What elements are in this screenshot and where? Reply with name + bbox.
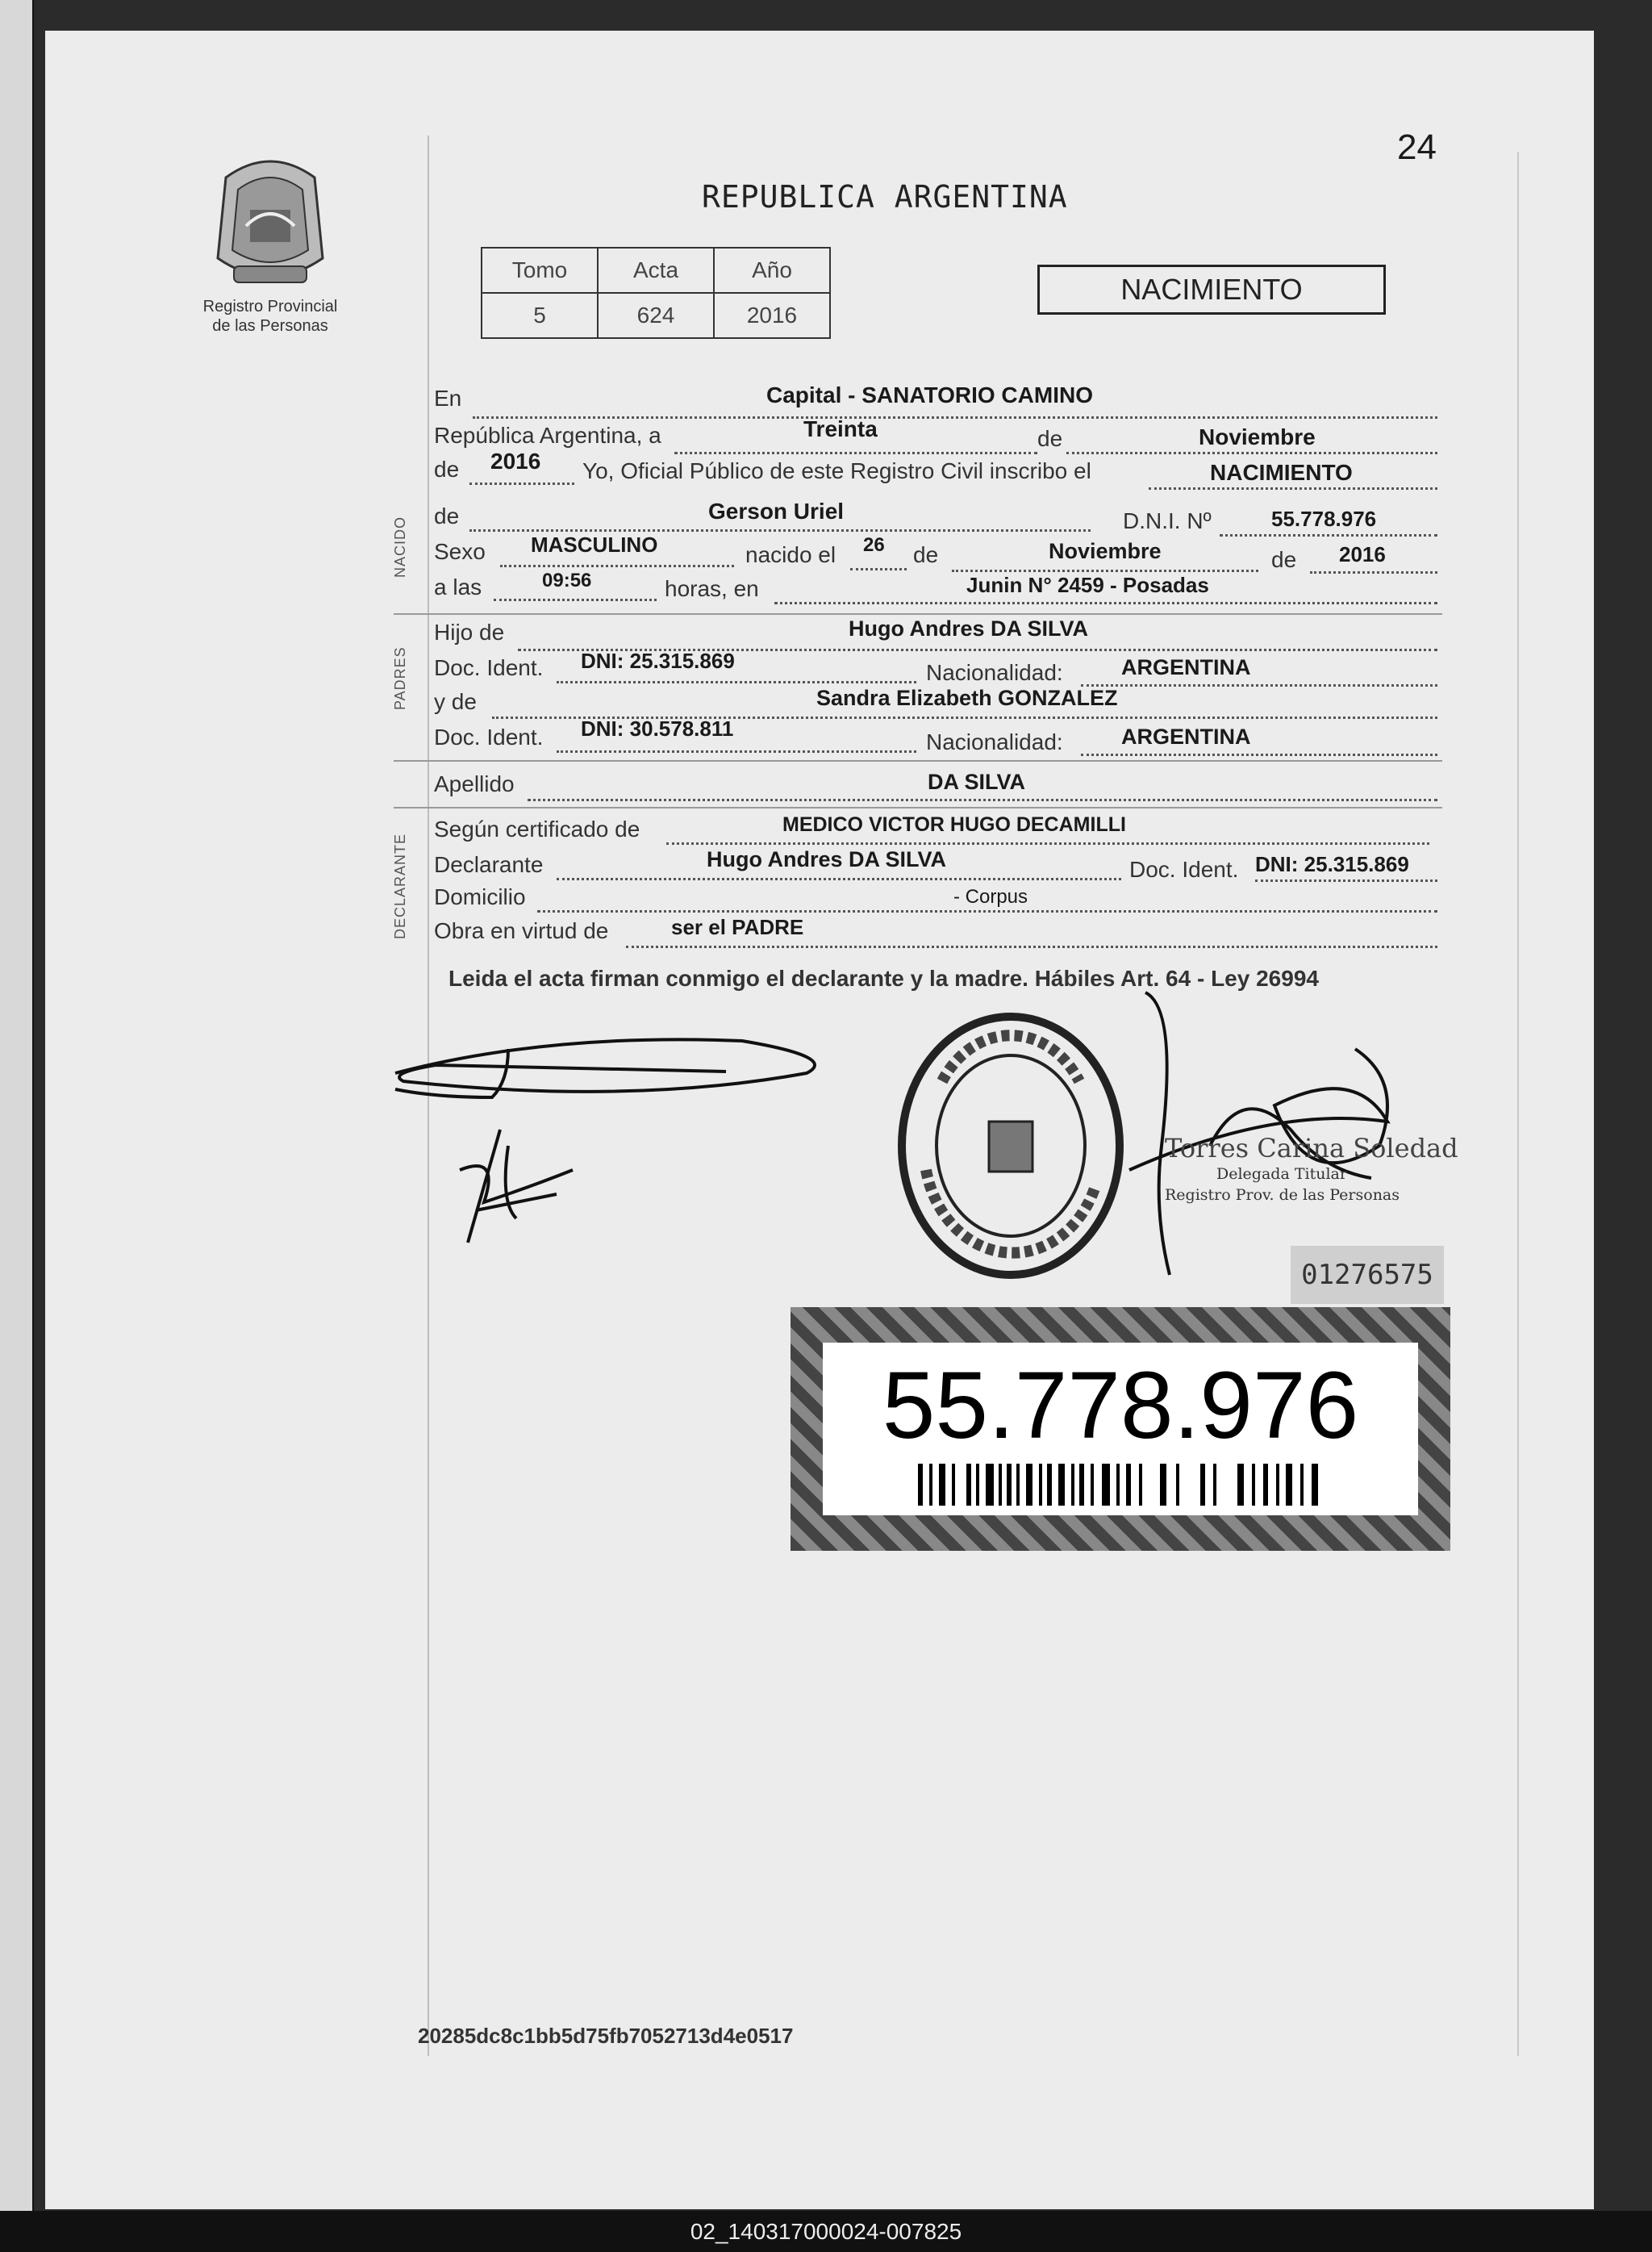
barcode-bars	[918, 1464, 1321, 1506]
label-nacionalidad-mother: Nacionalidad:	[926, 729, 1063, 754]
logo-caption	[177, 297, 363, 336]
side-label-padres: PADRES	[392, 646, 408, 710]
dotted-line	[469, 529, 1091, 532]
official-stamp	[894, 1009, 1128, 1283]
value-birth-day: 26	[863, 534, 885, 556]
label-nacionalidad-father: Nacionalidad:	[926, 660, 1063, 685]
dotted-line	[850, 568, 907, 570]
dotted-line	[557, 750, 916, 753]
label-de: de	[1037, 426, 1063, 451]
id-barcode-label	[791, 1307, 1450, 1551]
section-divider	[394, 613, 1442, 615]
label-certificado: Según certificado de	[434, 817, 640, 842]
dotted-line	[528, 799, 1437, 801]
official-title: Delegada Titular	[1216, 1165, 1347, 1183]
barcode-white-area	[823, 1343, 1418, 1515]
header-ano: Año	[714, 248, 830, 293]
document-hash: 20285dc8c1bb5d75fb7052713d4e0517	[418, 2024, 794, 2048]
logo-caption-line1: Registro Provincial	[202, 298, 338, 315]
label-doc-ident-mother: Doc. Ident.	[434, 725, 544, 750]
declarant-signature	[387, 1025, 839, 1113]
dotted-line	[473, 416, 1437, 419]
dotted-line	[494, 599, 657, 601]
dotted-line	[1310, 571, 1437, 574]
dotted-line	[952, 570, 1258, 572]
label-doc-ident-father: Doc. Ident.	[434, 655, 544, 680]
value-father-doc: DNI: 25.315.869	[581, 649, 735, 673]
dotted-line	[537, 910, 1437, 913]
value-apellido: DA SILVA	[928, 770, 1025, 794]
value-time: 09:56	[542, 570, 592, 591]
label-domicilio: Domicilio	[434, 884, 526, 909]
value-declarante: Hugo Andres DA SILVA	[707, 847, 946, 871]
label-sexo: Sexo	[434, 539, 486, 564]
value-ano: 2016	[714, 293, 830, 338]
value-domicilio: - Corpus	[953, 886, 1028, 908]
serial-number: 01276575	[1291, 1246, 1444, 1304]
dotted-line	[500, 565, 734, 567]
official-name: Torres Carina Soledad	[1165, 1133, 1458, 1164]
value-dni: 55.778.976	[1271, 507, 1377, 531]
value-acta: 624	[598, 293, 714, 338]
document-title: REPUBLICA ARGENTINA	[702, 179, 1068, 215]
dotted-line	[1220, 534, 1437, 537]
dotted-line	[674, 452, 1037, 454]
section-divider	[394, 760, 1442, 762]
adjacent-page-edge	[0, 0, 34, 2211]
closing-text: Leida el acta firman conmigo el declarante y la madre. Hábiles Art. 64 - Ley 26994	[448, 966, 1319, 991]
mother-signature	[452, 1122, 589, 1251]
value-obra: ser el PADRE	[671, 915, 804, 939]
label-de-year2: de	[1271, 547, 1297, 572]
value-declarante-doc: DNI: 25.315.869	[1255, 852, 1409, 876]
margin-rule-right	[1517, 152, 1519, 2056]
label-horas: horas, en	[665, 576, 759, 601]
dotted-line	[1081, 684, 1437, 687]
official-office: Registro Prov. de las Personas	[1165, 1186, 1400, 1204]
label-nacido-el: nacido el	[745, 542, 836, 567]
barcode-number: 55.778.976	[882, 1352, 1359, 1459]
dotted-line	[557, 681, 916, 683]
dotted-line	[626, 946, 1437, 948]
label-de-year: de	[434, 457, 460, 482]
value-mother-nationality: ARGENTINA	[1121, 725, 1251, 749]
value-father-name: Hugo Andres DA SILVA	[849, 616, 1088, 641]
value-month: Noviembre	[1199, 424, 1316, 449]
dotted-line	[774, 602, 1437, 604]
value-place: Junin N° 2459 - Posadas	[966, 573, 1209, 597]
dotted-line	[666, 842, 1429, 845]
label-dni: D.N.I. Nº	[1123, 508, 1212, 533]
value-inscribe: NACIMIENTO	[1210, 460, 1353, 485]
value-tomo: 5	[482, 293, 598, 338]
side-label-declarante: DECLARANTE	[392, 833, 408, 939]
dotted-line	[1149, 487, 1437, 490]
dotted-line	[1081, 754, 1437, 756]
label-en: En	[434, 386, 462, 411]
scan-footer-id: 02_140317000024-007825	[0, 2211, 1652, 2252]
provincial-seal-logo	[202, 153, 339, 290]
label-a-las: a las	[434, 574, 482, 600]
page-number: 24	[1397, 127, 1437, 167]
label-republica: República Argentina, a	[434, 423, 661, 448]
value-birth-year: 2016	[1339, 542, 1386, 566]
oficial-text: Yo, Oficial Público de este Registro Civil inscribo el	[582, 458, 1091, 483]
value-en: Capital - SANATORIO CAMINO	[766, 382, 1093, 407]
value-child-name: Gerson Uriel	[708, 499, 845, 524]
dotted-line	[469, 483, 574, 485]
value-sexo: MASCULINO	[531, 533, 658, 557]
section-divider	[394, 807, 1442, 808]
label-apellido: Apellido	[434, 771, 515, 796]
logo-caption-line2: de las Personas	[212, 317, 328, 335]
side-label-nacido: NACIDO	[392, 516, 408, 578]
label-de-name: de	[434, 503, 460, 529]
label-y-de: y de	[434, 689, 477, 714]
label-obra: Obra en virtud de	[434, 918, 609, 943]
dotted-line	[557, 878, 1121, 880]
label-hijo-de: Hijo de	[434, 620, 505, 645]
label-doc-ident-declarante: Doc. Ident.	[1129, 857, 1239, 882]
value-year: 2016	[490, 449, 541, 474]
record-table	[481, 247, 831, 339]
value-mother-name: Sandra Elizabeth GONZALEZ	[816, 686, 1118, 710]
header-tomo: Tomo	[482, 248, 598, 293]
dotted-line	[1255, 879, 1437, 882]
dotted-line	[1066, 452, 1437, 454]
header-acta: Acta	[598, 248, 714, 293]
label-declarante: Declarante	[434, 852, 544, 877]
value-certificado: MEDICO VICTOR HUGO DECAMILLI	[782, 813, 1126, 836]
value-birth-month: Noviembre	[1049, 539, 1162, 563]
value-day: Treinta	[803, 416, 878, 441]
label-de-month: de	[913, 542, 939, 567]
value-father-nationality: ARGENTINA	[1121, 655, 1251, 679]
record-type-box: NACIMIENTO	[1037, 265, 1386, 315]
value-mother-doc: DNI: 30.578.811	[581, 717, 734, 741]
